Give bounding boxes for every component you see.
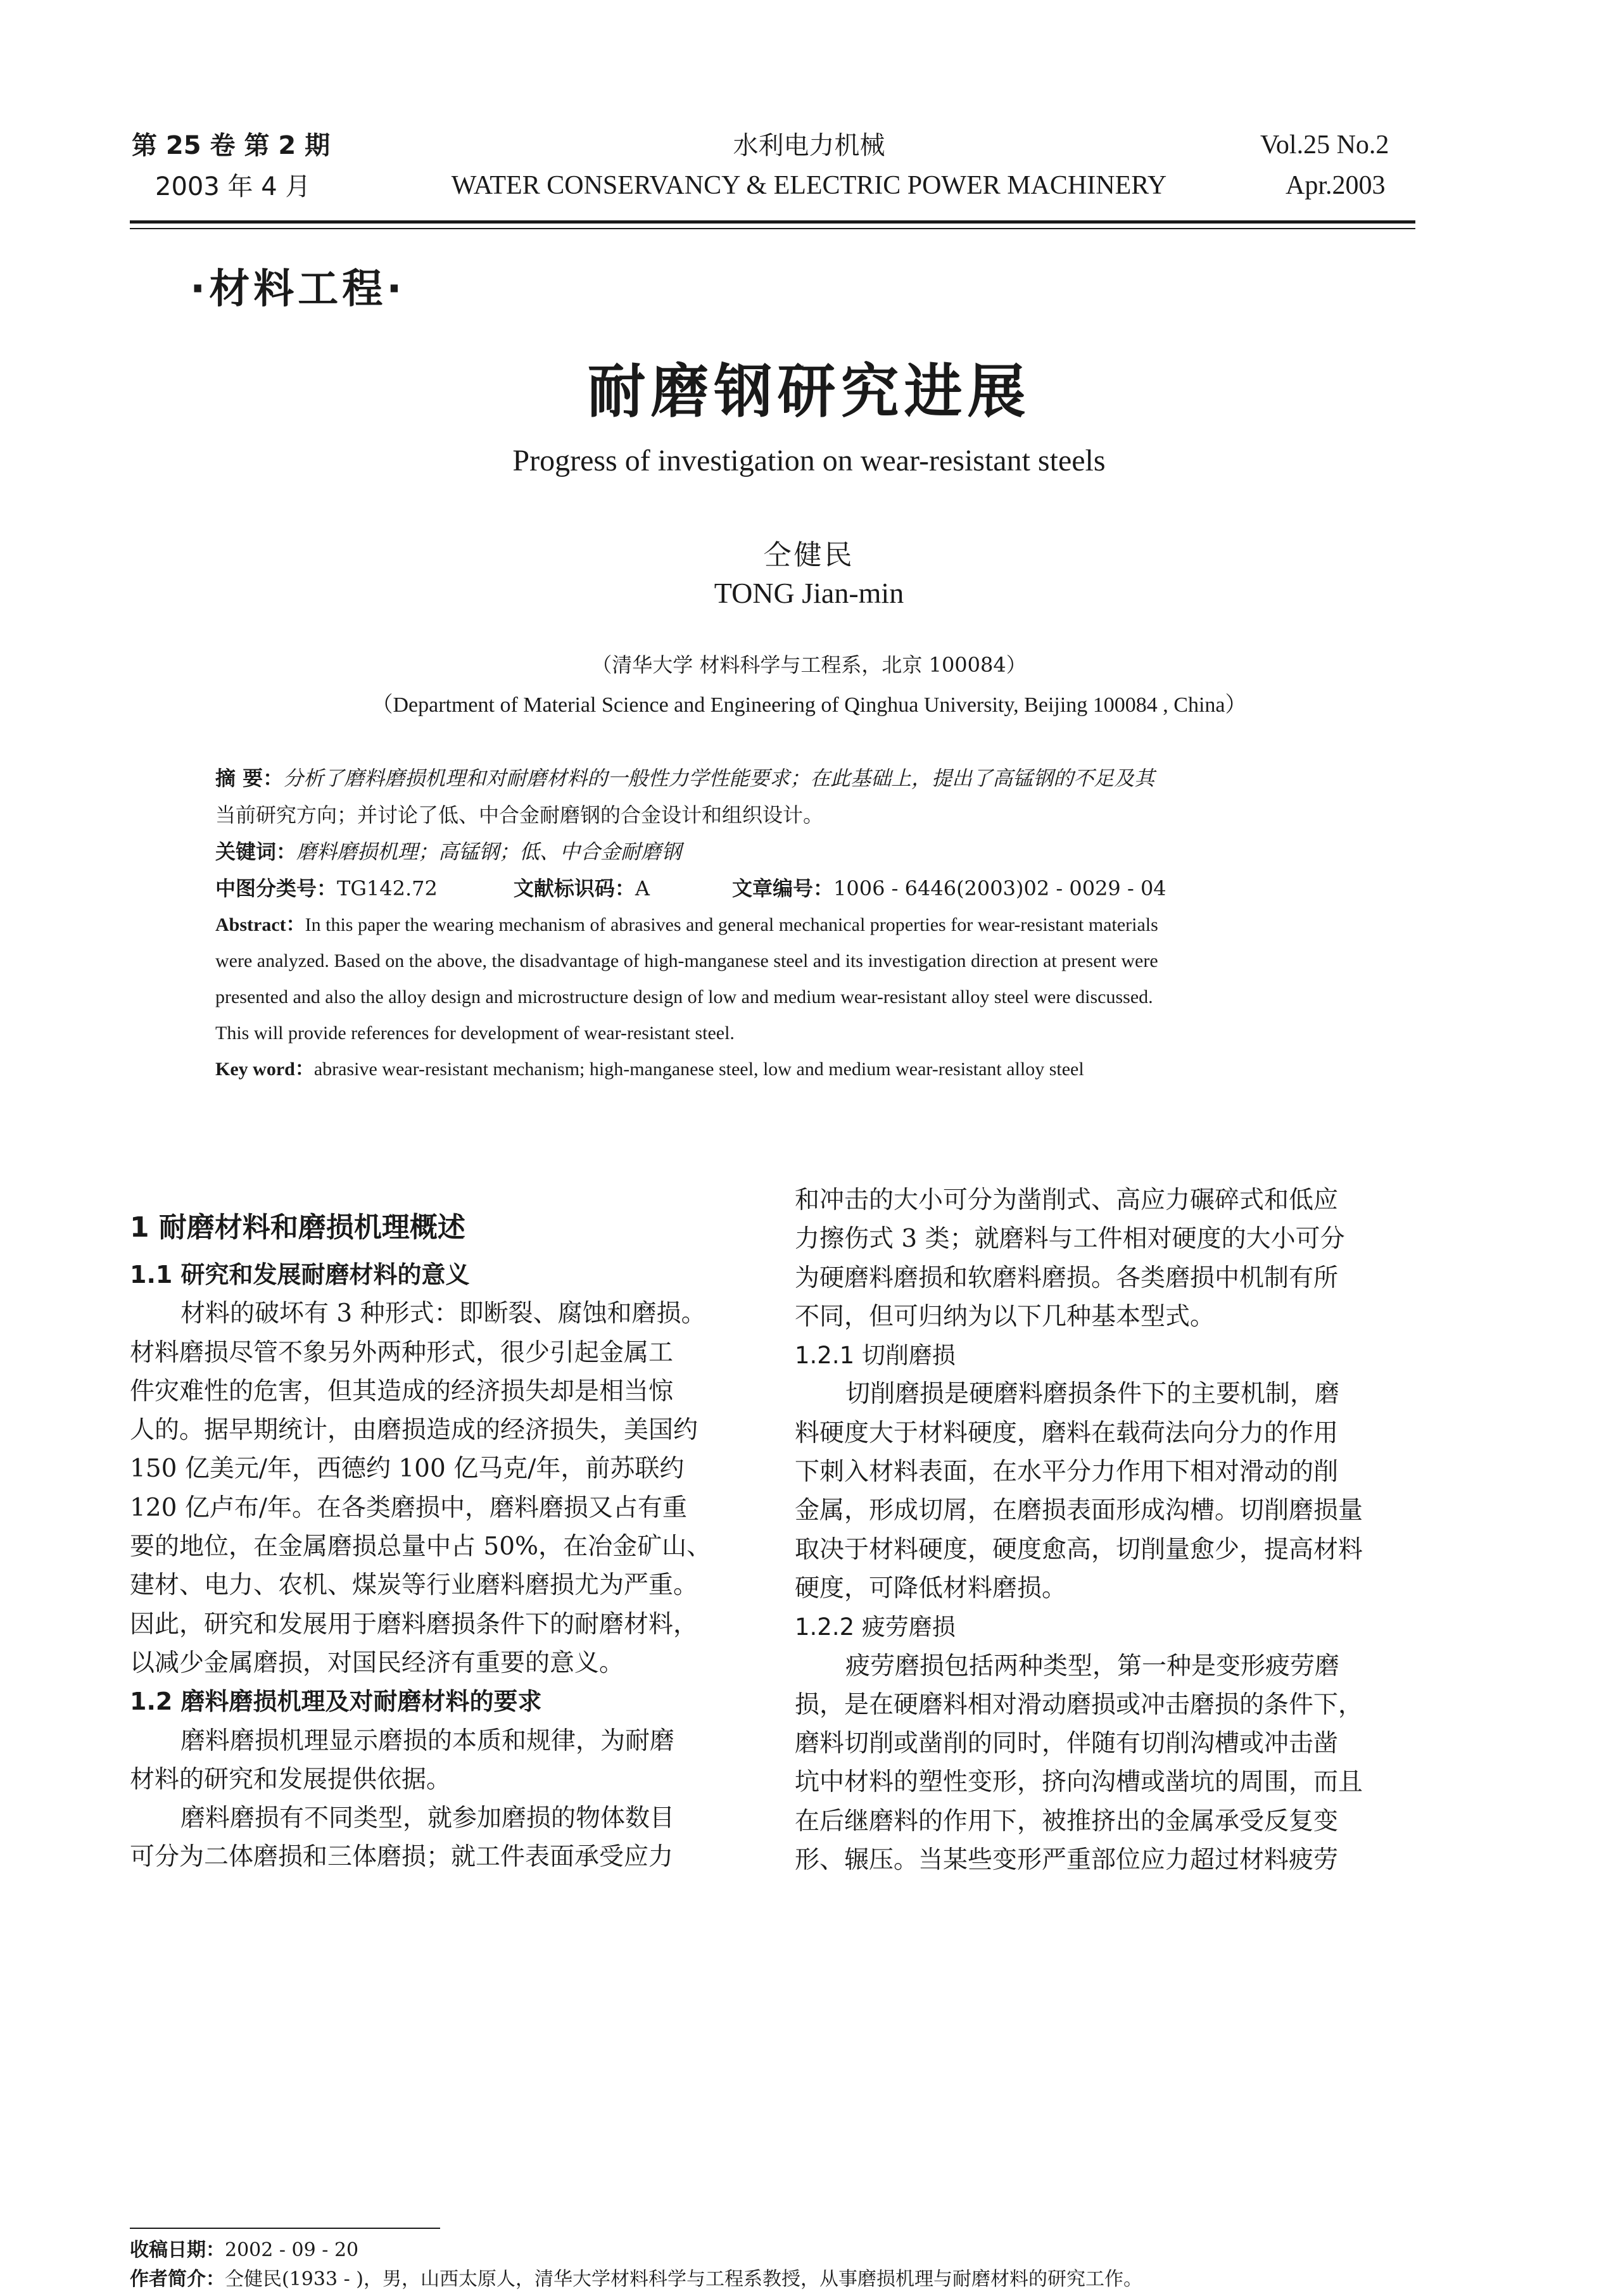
paragraph-line: 建材、电力、农机、煤炭等行业磨料磨损尤为严重。 [130,1571,698,1600]
paragraph-line: 磨料磨损有不同类型，就参加磨损的物体数目 [180,1804,675,1833]
abstract-block [215,760,1336,1087]
heading-1-2-1: 1.2.1 切削磨损 [795,1342,956,1370]
author-cn: 仝健民 [763,539,855,571]
paragraph-line: 以减少金属磨损，对国民经济有重要的意义。 [130,1648,624,1677]
keywords-en-text: abrasive wear-resistant mechanism; high-manganese steel, low and medium wear-resistant alloy steel [313,1059,1084,1080]
keywords-cn [215,833,1336,870]
paragraph-line: 取决于材料硬度，硬度愈高，切削量愈少，提高材料 [795,1535,1363,1564]
abstract-cn-line-2: 当前研究方向；并讨论了低、中合金耐磨钢的合金设计和组织设计。 [215,803,824,827]
paper-title-cn: 耐磨钢研究进展 [587,358,1031,426]
paragraph-line: 坑中材料的塑性变形，挤向沟槽或凿坑的周围，而且 [795,1768,1363,1797]
abstract-en-line-2: were analyzed. Based on the above, the disadvantage of high-manganese steel and its investigation direction at present were [215,950,1158,971]
paragraph-line: 在后继磨料的作用下，被推挤出的金属承受反复变 [795,1807,1339,1836]
volume-issue-cn: 第 25 卷 第 2 期 [132,131,331,160]
paper-title-en: Progress of investigation on wear-resistant steels [512,444,1106,477]
heading-1-1: 1.1 研究和发展耐磨材料的意义 [130,1261,470,1289]
header-rule-thin [130,228,1415,229]
clc-label: 中图分类号： [215,876,338,900]
footnote-author-bio [130,2263,1142,2291]
paragraph-line: 人的。据早期统计，由磨损造成的经济损失，美国约 [130,1416,698,1445]
paragraph-line: 疲劳磨损包括两种类型，第一种是变形疲劳磨 [845,1651,1340,1681]
paragraph-line: 材料磨损尽管不象另外两种形式，很少引起金属工 [130,1338,674,1367]
paragraph-line: 形、辗压。当某些变形严重部位应力超过材料疲劳 [795,1846,1339,1875]
paragraph-line: 和冲击的大小可分为凿削式、高应力碾碎式和低应 [795,1186,1339,1214]
section-tag: ·材料工程· [190,266,406,313]
paragraph-line: 硬度，可降低材料磨损。 [795,1574,1067,1603]
classification-line [215,870,1336,907]
author-en: TONG Jian-min [714,577,904,609]
abstract-en-line-3: presented and also the alloy design and microstructure design of low and medium wear-resistant alloy steel were discussed. [215,987,1153,1007]
paragraph-line: 料硬度大于材料硬度，磨料在载荷法向分力的作用 [795,1418,1339,1448]
doc-code: A [635,876,650,900]
paragraph-line: 金属，形成切屑，在磨损表面形成沟槽。切削磨损量 [795,1496,1363,1525]
paragraph-line: 因此，研究和发展用于磨料磨损条件下的耐磨材料， [130,1610,698,1639]
paragraph-line: 下刺入材料表面，在水平分力作用下相对滑动的削 [795,1458,1339,1487]
abstract-en-label: Abstract： [215,914,305,935]
affiliation-en: （Department of Material Science and Engineering of Qinghua University, Beijing 100084 , China） [371,693,1247,717]
paragraph-line: 磨料磨损机理显示磨损的本质和规律，为耐磨 [180,1726,675,1755]
keywords-en-label: Key word： [215,1059,314,1080]
received-label: 收稿日期： [130,2239,225,2261]
paragraph-line: 损，是在硬磨料相对滑动磨损或冲击磨损的条件下， [795,1690,1363,1719]
affiliation-cn: （清华大学 材料科学与工程系，北京 100084） [591,653,1027,677]
footnote-received [130,2234,358,2262]
paragraph-line: 150 亿美元/年，西德约 100 亿马克/年，前苏联约 [130,1454,685,1484]
paragraph-line: 磨料切削或凿削的同时，伴随有切削沟槽或冲击凿 [795,1729,1339,1758]
abstract-cn-label: 摘 要： [215,766,284,790]
abstract-cn-text-1: 分析了磨料磨损机理和对耐磨材料的一般性力学性能要求；在此基础上，提出了高锰钢的不足及其 [283,766,1155,790]
paragraph-line: 力擦伤式 3 类；就磨料与工件相对硬度的大小可分 [795,1225,1345,1254]
doc-code-label: 文献标识码： [513,876,635,900]
heading-1-2: 1.2 磨料磨损机理及对耐磨材料的要求 [130,1687,542,1716]
paragraph-line: 为硬磨料磨损和软磨料磨损。各类磨损中机制有所 [795,1263,1339,1292]
abstract-en-line-4: This will provide references for development of wear-resistant steel. [215,1023,735,1044]
bio-text: 仝健民(1933 - )，男，山西太原人，清华大学材料科学与工程系教授，从事磨损机理与耐磨材料的研究工作。 [225,2268,1142,2290]
keywords-en [215,1051,1336,1087]
date-en: Apr.2003 [1286,171,1386,200]
paragraph-line: 要的地位，在金属磨损总量中占 50%，在冶金矿山、 [130,1532,712,1561]
left-column [130,1200,763,1877]
paragraph-line: 可分为二体磨损和三体磨损；就工件表面承受应力 [130,1843,674,1872]
paragraph-line: 件灾难性的危害，但其造成的经济损失却是相当惊 [130,1377,674,1406]
paragraph-line: 120 亿卢布/年。在各类磨损中，磨料磨损又占有重 [130,1493,687,1522]
footnote-rule [130,2228,440,2229]
bio-label: 作者简介： [130,2268,225,2290]
keywords-cn-label: 关键词： [215,840,297,864]
received-date: 2002 - 09 - 20 [225,2239,359,2261]
abstract-en-text-1: In this paper the wearing mechanism of abrasives and general mechanical properties for wear-resistant materials [305,914,1158,935]
right-column [795,1181,1428,1879]
abstract-cn-line-1 [215,760,1336,797]
paragraph-line: 切削磨损是硬磨料磨损条件下的主要机制，磨 [845,1380,1340,1409]
clc-code: TG142.72 [337,876,438,900]
keywords-cn-text: 磨料磨损机理；高锰钢；低、中合金耐磨钢 [296,840,682,864]
date-cn: 2003 年 4 月 [155,172,311,201]
header-rule-thick [130,220,1415,224]
paragraph-line: 材料的研究和发展提供依据。 [130,1765,452,1794]
journal-title-cn: 水利电力机械 [733,131,885,160]
paragraph-line: 材料的破坏有 3 种形式：即断裂、腐蚀和磨损。 [180,1299,706,1328]
volume-issue-en: Vol.25 No.2 [1260,130,1389,160]
article-number: 1006 - 6446(2003)02 - 0029 - 04 [833,876,1166,900]
abstract-en-line-1 [215,907,1336,943]
journal-title-en: WATER CONSERVANCY & ELECTRIC POWER MACHINERY [451,171,1167,200]
heading-1-2-2: 1.2.2 疲劳磨损 [795,1613,956,1641]
heading-1: 1 耐磨材料和磨损机理概述 [130,1211,465,1244]
paragraph-line: 不同，但可归纳为以下几种基本型式。 [795,1302,1215,1331]
article-number-label: 文章编号： [732,876,834,900]
